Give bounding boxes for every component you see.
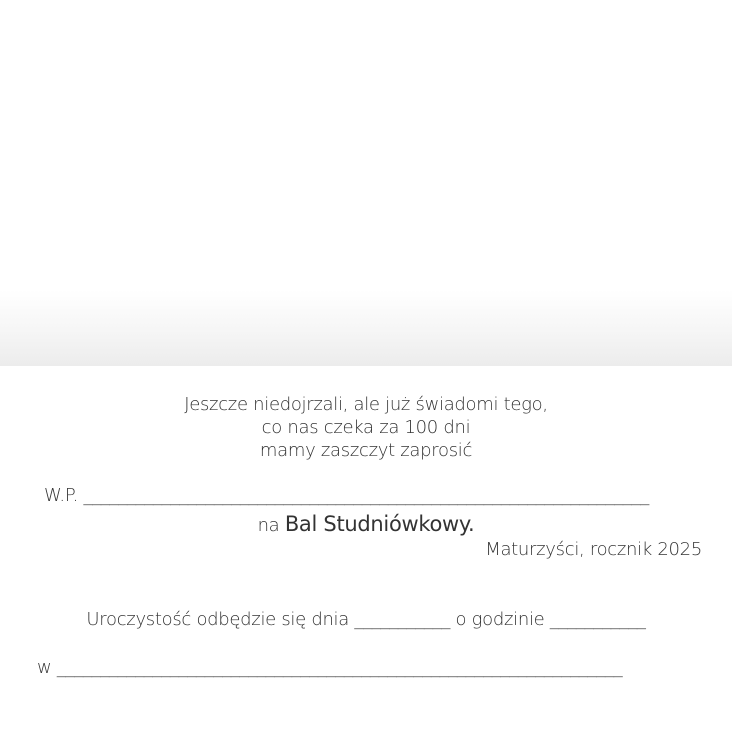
ceremony-text-date: Uroczystość odbędzie się dnia (86, 609, 349, 630)
intro-line-2: co nas czeka za 100 dni (261, 417, 471, 438)
ceremony-text-time: o godzinie (455, 609, 545, 630)
date-blank[interactable]: ___________ (354, 609, 451, 630)
event-prefix: na (257, 515, 280, 536)
place-label: w (37, 657, 52, 678)
recipient-label: W.P. (44, 485, 79, 506)
recipient-row (44, 485, 704, 506)
time-blank[interactable]: ___________ (549, 609, 646, 630)
intro-line-3: mamy zaszczyt zaprosić (259, 440, 473, 461)
event-name: Bal Studniówkowy. (284, 512, 475, 536)
intro-line-1: Jeszcze niedojrzali, ale już świadomi tego, (184, 394, 548, 415)
event-row (0, 512, 732, 536)
place-blank[interactable]: _________________________________________________________________ (56, 657, 623, 678)
ceremony-row (0, 609, 732, 630)
place-row (37, 657, 701, 678)
recipient-blank[interactable]: _________________________________________________________________ (83, 485, 649, 506)
signature: Maturzyści, rocznik 2025 (485, 539, 702, 560)
